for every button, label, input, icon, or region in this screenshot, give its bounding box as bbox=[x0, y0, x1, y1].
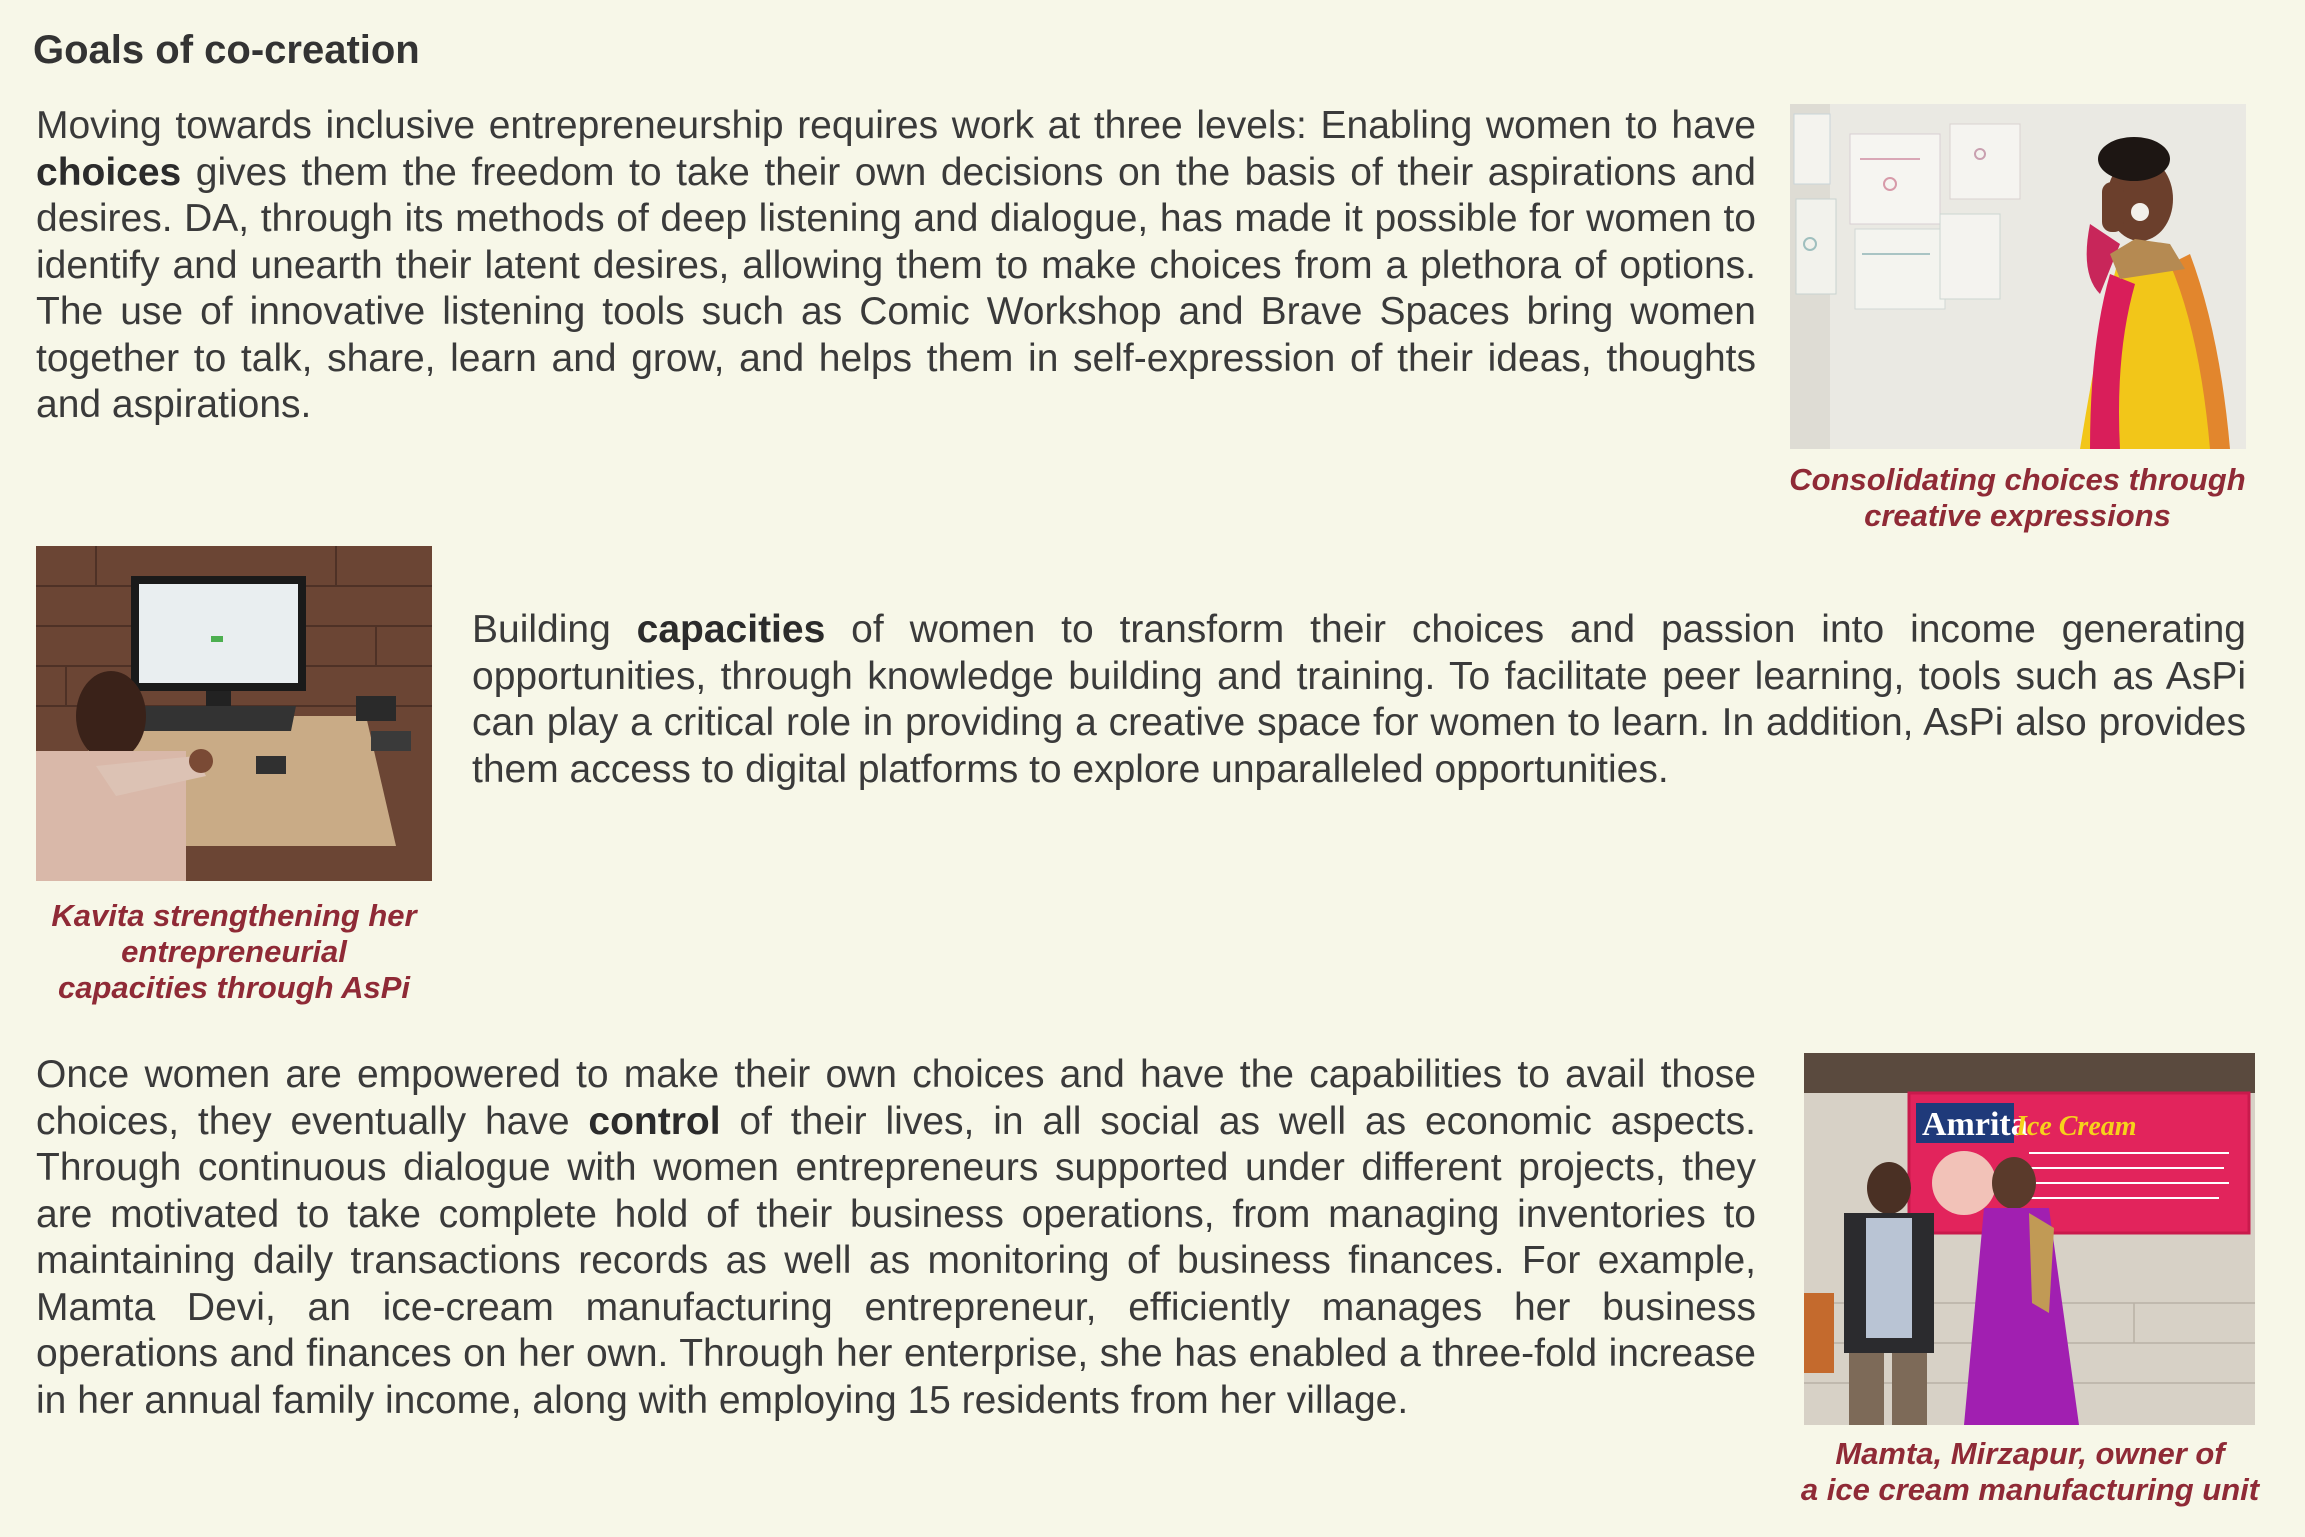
paragraph-text: of women to transform their choices and passion into income generating opportunities, through knowledge building and training. To facilitate peer learning, tools such as AsPi can play a critical role in providing a creative space for women to learn. In addition, AsPi also provides them access to digital platforms to explore unparalleled opportunities. bbox=[472, 608, 2246, 791]
paragraph-text: Moving towards inclusive entrepreneurship requires work at three levels: Enabling women to have bbox=[36, 104, 1756, 147]
photo-caption bbox=[16, 898, 452, 1006]
photo-caption bbox=[1780, 1436, 2280, 1508]
paragraph-text: Once women are empowered to make their own choices and have the capabilities to avail those choices, they eventually have bbox=[36, 1053, 1756, 1143]
banner-text-ice-cream: Ice Cream bbox=[2016, 1111, 2137, 1142]
caption-line: a ice cream manufacturing unit bbox=[1800, 1472, 2260, 1507]
caption-line: capacities through AsPi bbox=[58, 970, 410, 1005]
paragraph-choices bbox=[36, 103, 1756, 429]
keyword-choices: choices bbox=[36, 150, 182, 194]
caption-line: entrepreneurial bbox=[121, 934, 347, 969]
caption-line: Kavita strengthening her bbox=[51, 898, 417, 933]
paragraph-control bbox=[36, 1052, 1756, 1424]
keyword-control: control bbox=[588, 1099, 721, 1143]
paragraph-text: of their lives, in all social as well as economic aspects. Through continuous dialogue with women entrepreneurs supported under different projects, they are motivated to take complete hold of their business operations, from managing inventories to maintaining daily transactions records as well as monitoring of business finances. For example, Mamta Devi, an ice-cream manufacturing entrepreneur, efficiently manages her business operations and finances on her own. Through her enterprise, she has enabled a three-fold increase in her annual family income, along with employing 15 residents from her village. bbox=[36, 1099, 1756, 1422]
caption-line: Consolidating choices through bbox=[1789, 462, 2246, 497]
photo-mamta-ice-cream bbox=[1804, 1053, 2255, 1425]
keyword-capacities: capacities bbox=[636, 608, 826, 651]
page-title: Goals of co-creation bbox=[33, 28, 420, 72]
paragraph-text: gives them the freedom to take their own decisions on the basis of their aspirations and desires. DA, through its methods of deep listening and dialogue, has made it possible for women to identify and unearth their latent desires, allowing them to make choices from a plethora of options. The use of innovative listening tools such as Comic Workshop and Brave Spaces bring women together to talk, share, learn and grow, and helps them in self-expression of their ideas, thoughts and aspirations. bbox=[36, 150, 1756, 426]
paragraph-capacities bbox=[472, 607, 2246, 793]
photo-creative-expressions bbox=[1790, 104, 2246, 449]
caption-line: creative expressions bbox=[1864, 498, 2171, 533]
banner-text-amrita: Amrita bbox=[1922, 1106, 2028, 1143]
photo-kavita-computer bbox=[36, 546, 432, 881]
caption-line: Mamta, Mirzapur, owner of bbox=[1835, 1436, 2225, 1471]
paragraph-text: Building bbox=[472, 608, 637, 651]
photo-caption bbox=[1760, 462, 2275, 534]
